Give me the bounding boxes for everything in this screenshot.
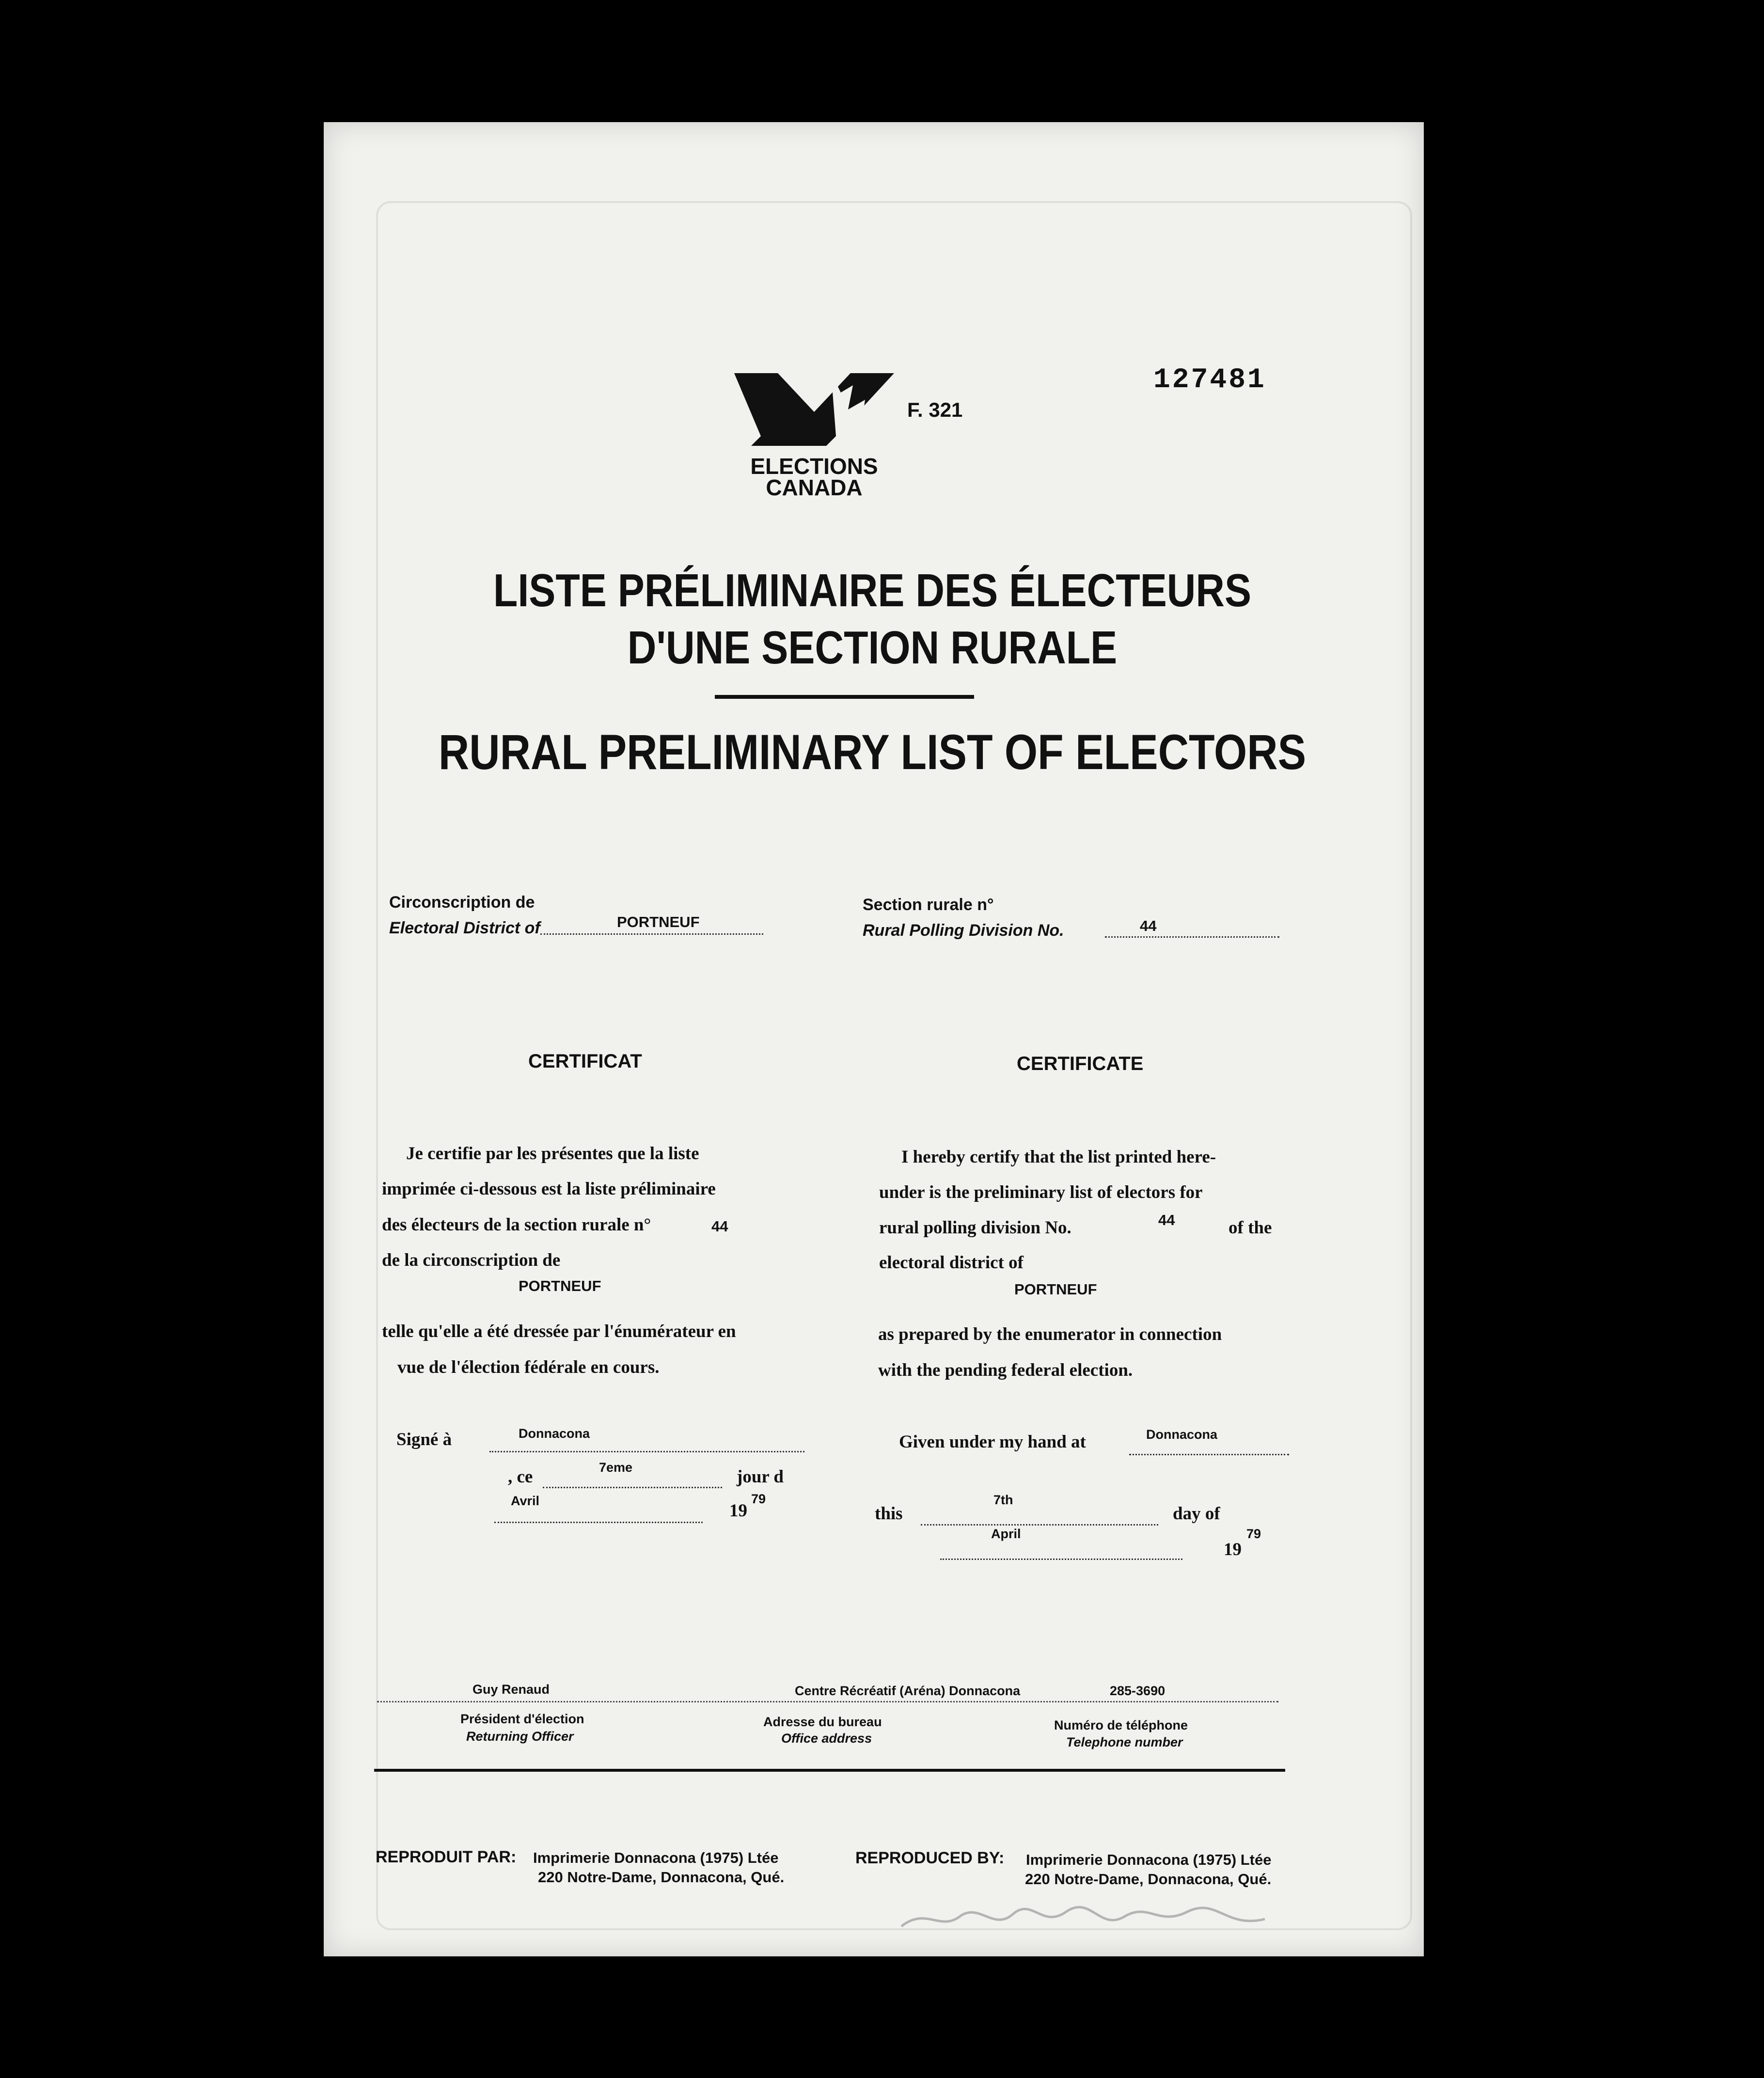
- printer-name-fr: Imprimerie Donnacona (1975) Ltée: [533, 1849, 779, 1866]
- title-divider: [715, 695, 974, 699]
- phone-label-fr: Numéro de téléphone: [1054, 1718, 1188, 1732]
- signed-at-label: Signé à: [396, 1430, 452, 1449]
- en-day-value: 7th: [993, 1493, 1013, 1507]
- office-address: Centre Récréatif (Aréna) Donnacona: [795, 1684, 1021, 1698]
- cert-en-line3a: rural polling division No.: [879, 1218, 1071, 1238]
- cert-fr-line5: telle qu'elle a été dressée par l'énumérateur en: [382, 1322, 736, 1341]
- cert-fr-district-value: PORTNEUF: [519, 1277, 601, 1294]
- this-underline: [921, 1524, 1158, 1526]
- district-value: PORTNEUF: [617, 913, 700, 930]
- cert-fr-line3: des électeurs de la section rurale n°: [382, 1215, 651, 1235]
- printer-name-en: Imprimerie Donnacona (1975) Ltée: [1026, 1851, 1272, 1868]
- cert-en-line2: under is the preliminary list of electors for: [879, 1182, 1203, 1202]
- cert-en-division-value: 44: [1158, 1212, 1175, 1228]
- address-label-fr: Adresse du bureau: [763, 1715, 882, 1729]
- cert-fr-line2: imprimée ci-dessous est la liste préliminaire: [382, 1179, 716, 1199]
- officer-title-en: Returning Officer: [466, 1729, 574, 1744]
- cert-en-line6: with the pending federal election.: [878, 1360, 1133, 1380]
- fr-year-value: 79: [751, 1492, 766, 1506]
- cert-fr-line1: Je certifie par les présentes que la liste: [406, 1144, 699, 1164]
- division-underline: [1105, 936, 1279, 938]
- officer-title-fr: Président d'élection: [460, 1712, 584, 1726]
- elections-canada-logo: [732, 363, 897, 499]
- cert-en-line3b: of the: [1228, 1218, 1272, 1238]
- title-french: [422, 562, 1323, 677]
- en-year-value: 79: [1246, 1527, 1261, 1541]
- footer-rule: [374, 1769, 1285, 1772]
- month-fr-underline: [494, 1522, 703, 1523]
- fr-day-value: 7eme: [599, 1460, 633, 1475]
- office-phone: 285-3690: [1110, 1684, 1166, 1698]
- ce-underline: [543, 1487, 722, 1488]
- certificate-heading: CERTIFICATE: [1017, 1053, 1144, 1074]
- month-en-underline: [940, 1558, 1182, 1560]
- cert-en-line1: I hereby certify that the list printed here-: [901, 1147, 1216, 1167]
- reproduit-par-label: REPRODUIT PAR:: [376, 1848, 517, 1866]
- en-place-value: Donnacona: [1146, 1427, 1218, 1442]
- cert-en-line4: electoral district of: [879, 1253, 1024, 1273]
- printer-address-en: 220 Notre-Dame, Donnacona, Qué.: [1025, 1871, 1272, 1888]
- cert-en-district-value: PORTNEUF: [1014, 1281, 1097, 1298]
- cert-fr-line6: vue de l'élection fédérale en cours.: [397, 1357, 660, 1377]
- printer-address-fr: 220 Notre-Dame, Donnacona, Qué.: [538, 1869, 785, 1886]
- signed-at-place: Donnacona: [519, 1426, 590, 1441]
- given-label: Given under my hand at: [899, 1432, 1086, 1452]
- en-month-value: April: [991, 1527, 1021, 1541]
- form-number: F. 321: [907, 398, 963, 421]
- certificat-heading: CERTIFICAT: [528, 1051, 642, 1072]
- division-value: 44: [1140, 917, 1157, 934]
- handwritten-signature: [897, 1897, 1275, 1941]
- title-french-line2: D'UNE SECTION RURALE: [627, 622, 1118, 674]
- division-label-fr: Section rurale n°: [863, 896, 994, 914]
- district-underline: [540, 933, 763, 935]
- division-label-en: Rural Polling Division No.: [863, 921, 1064, 940]
- cert-fr-line4: de la circonscription de: [382, 1250, 561, 1270]
- cert-fr-division-value: 44: [711, 1218, 728, 1235]
- svg-text:ELECTIONS: ELECTIONS: [750, 454, 878, 479]
- this-label: this: [875, 1504, 903, 1524]
- officer-name: Guy Renaud: [472, 1682, 550, 1697]
- reproduced-by-label: REPRODUCED BY:: [855, 1849, 1005, 1867]
- district-label-en: Electoral District of: [389, 919, 540, 937]
- officer-dotted-line: [377, 1701, 1278, 1702]
- phone-label-en: Telephone number: [1066, 1735, 1183, 1749]
- given-underline: [1129, 1454, 1289, 1455]
- en-year-prefix: 19: [1224, 1540, 1242, 1559]
- svg-text:CANADA: CANADA: [766, 475, 863, 499]
- serial-number: 127481: [1153, 364, 1266, 396]
- title-french-line1: LISTE PRÉLIMINAIRE DES ÉLECTEURS: [493, 565, 1252, 616]
- title-english: RURAL PRELIMINARY LIST OF ELECTORS: [438, 724, 1307, 780]
- ce-label: , ce: [508, 1467, 533, 1487]
- signed-at-underline: [489, 1451, 804, 1452]
- jour-label: jour d: [737, 1467, 784, 1487]
- district-label-fr: Circonscription de: [389, 893, 535, 912]
- address-label-en: Office address: [781, 1731, 872, 1746]
- fr-month-value: Avril: [511, 1494, 540, 1508]
- day-of-label: day of: [1173, 1504, 1220, 1524]
- cert-en-line5: as prepared by the enumerator in connection: [878, 1324, 1222, 1344]
- fr-year-prefix: 19: [729, 1501, 747, 1521]
